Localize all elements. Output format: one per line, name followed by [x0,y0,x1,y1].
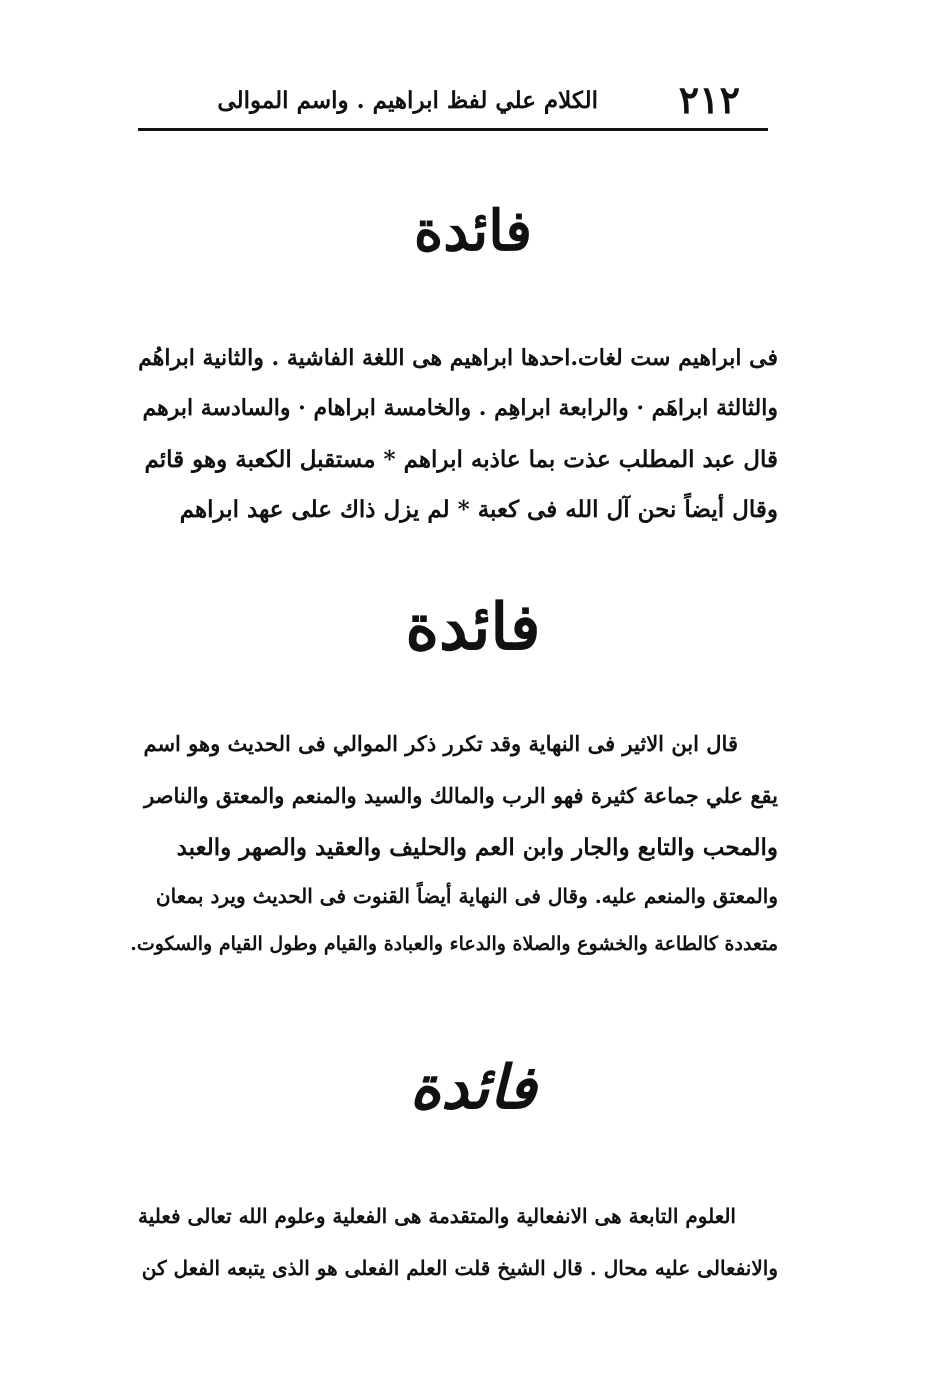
header-rule [138,128,768,131]
section-2-line-4: والمعتق والمنعم عليه. وقال فى النهاية أيضاً القنوت فى الحديث ويرد بمعان [155,884,778,908]
section-1-line-1: فى ابراهيم ست لغات.احدها ابراهيم هى اللغة الفاشية . والثانية ابراهُم [138,345,778,371]
section-1-line-2: والثالثة ابراهَم · والرابعة ابراهِم . والخامسة ابراهام · والسادسة ابرهم [142,395,778,421]
section-1-line-3: قال عبد المطلب عذت بما عاذبه ابراهم * مستقبل الكعبة وهو قائم [144,446,778,473]
section-1-line-4: وقال أيضاً نحن آل الله فى كعبة * لم يزل ذاك على عهد ابراهم [179,496,778,523]
section-3-line-1: العلوم التابعة هى الانفعالية والمتقدمة هى الفعلية وعلوم الله تعالى فعلية [138,1204,736,1228]
section-2-line-3: والمحب والتابع والجار وابن العم والحليف والعقيد والصهر والعبد [176,834,778,861]
section-3-line-2: والانفعالى عليه محال . قال الشيخ قلت العلم الفعلى هو الذى يتبعه الفعل كن [141,1256,778,1280]
running-header [138,74,768,130]
section-heading-2: فائدة [405,590,541,665]
section-2-line-1: قال ابن الاثير فى النهاية وقد تكرر ذكر الموالي فى الحديث وهو اسم [143,731,738,756]
section-heading-3: فائدة [409,1053,537,1123]
section-2-line-5: متعددة كالطاعة والخشوع والصلاة والدعاء والعبادة والقيام وطول القيام والسكوت. [130,933,778,955]
running-title: الكلام علي لفظ ابراهيم . واسم الموالى [217,87,598,114]
page-number: ٢١٢ [678,77,740,122]
section-2-line-2: يقع علي جماعة كثيرة فهو الرب والمالك والسيد والمنعم والمعتق والناصر [144,783,778,808]
section-heading-1: فائدة [413,198,533,264]
